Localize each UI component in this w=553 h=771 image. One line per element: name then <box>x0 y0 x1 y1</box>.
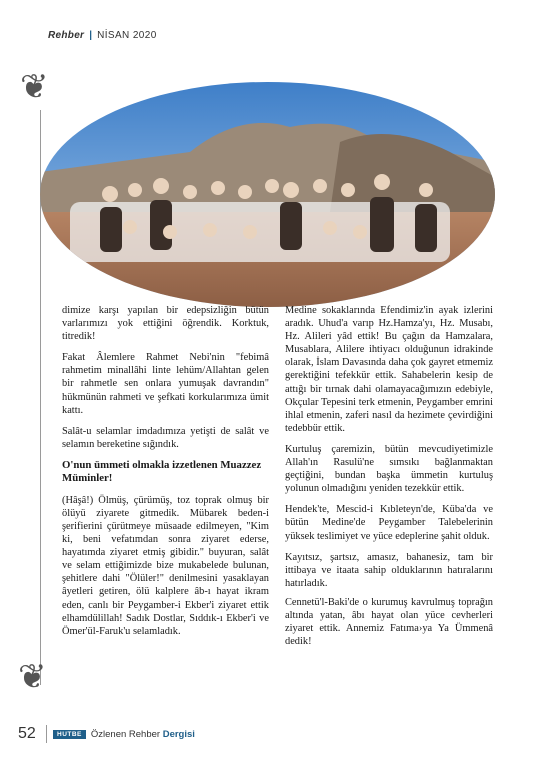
paragraph: Kayıtsız, şartsız, amasız, bahanesiz, tam bir ittibaya ve itaata sahip olduklarının hatıralarını hatırladık. <box>285 551 493 589</box>
issue-date: NİSAN 2020 <box>97 30 157 41</box>
right-column <box>285 304 493 656</box>
section-tag: HUTBE <box>53 730 86 739</box>
paragraph: Hendek'te, Mescid-i Kıbleteyn'de, Küba'da ve bütün Medine'de Peygamber Talebelerinin yüksek teslimiyet ve yüce edeplerine şahit olduk. <box>285 504 493 542</box>
paragraph: (Hâşâ!) Ölmüş, çürümüş, toz toprak olmuş bir ölüyü ziyarete gitmedik. Mübarek beden-i şerifierini çürütmeye müsaade edilmeyen, "Kim ki, beni vefatımdan sonra ziyaret ederse, hayatımda ziyaret etmiş gibidir." buyuran, salât ve selam ettiğimizde bize mukabelede bulunan, şehitlere dahi "Ölüler!" denilmesini yasaklayan âyetleri getiren, ölü kalplere âb-ı hayat ikram eden, canlı bir Peygamber-i Ekber'i ziyaret ettik elhamdülillah! Sadık Dostlar, Sıddık-ı Ekber'i ve Ömer'ül-Faruk'u selamladık. <box>62 494 269 637</box>
magazine-name-prefix: Özlenen Rehber <box>90 728 163 740</box>
left-column <box>62 304 269 646</box>
corner-ornament-icon: ❦ <box>20 67 49 107</box>
page-number: 52 <box>18 725 36 742</box>
section-heading: O'nun ümmeti olmakla izzetlenen Muazzez Müminler! <box>62 458 262 485</box>
paragraph: Cennetü'l-Baki'de o kurumuş kavrulmuş toprağın altında yatan, âbı hayat olan yüce cevherleri ziyaret ettik. Annemiz Fatıma›ya Ya Ümmenâ dedik! <box>285 596 493 648</box>
group-photo-illustration <box>40 82 495 307</box>
page-header <box>48 30 157 41</box>
paragraph: Fakat Âlemlere Rahmet Nebi'nin "febimâ rahmetim minallâhi linte lehüm/Allahtan gelen bir rahmetle sen onlara yumuşak davrandın" hükmünün rahmeti ve şefkati korkularımıza ümit kattı. <box>62 352 269 416</box>
paragraph: dimize karşı yapılan bir edepsizliğin bütün varlarımızı yok ettiğini öğrendik. Korktuk, titredik! <box>62 305 269 343</box>
paragraph: Medine sokaklarında Efendimiz'in ayak izlerini aradık. Uhud'a varıp Hz.Hamza'yı, Hz. Musabı, Hz. Alileri yâd ettik! Bu çağın da Hamzalara, Musablara, Alilere ihtiyacı olduğunun idrakinde olarak, İslam Davasında daha çok gayret etmemiz gerektiğini tefekkür ettik. Sahabelerin kesip de attığı bir tırnak dahi olamayacağımızın edebiyle, Okçular Tepesini terk etmenin, Peygamber emrini ihlal etmenin, zaferi nasıl da hezimete çevirdiğini tedebbür ettik. <box>285 305 493 434</box>
group-photo <box>40 82 495 307</box>
corner-ornament-icon: ❦ <box>18 657 47 697</box>
magazine-name <box>91 729 195 740</box>
paragraph: Salât-u selamlar imdadımıza yetişti de salât ve selamın bereketine sığındık. <box>62 425 269 450</box>
paragraph: Kurtuluş çaremizin, bütün mevcudiyetimizle Allah'ın Rasulü'ne sımsıkı bağlanmaktan geçtiğini, bundan başka ümmetin kurtuluş yolunun olmadığını yeniden tezekkür ettik. <box>285 443 493 495</box>
page-footer <box>18 725 195 743</box>
brand-name: Rehber <box>48 30 85 41</box>
header-separator: | <box>89 30 93 41</box>
footer-divider <box>46 725 47 743</box>
magazine-name-bold: Dergisi <box>162 728 195 740</box>
